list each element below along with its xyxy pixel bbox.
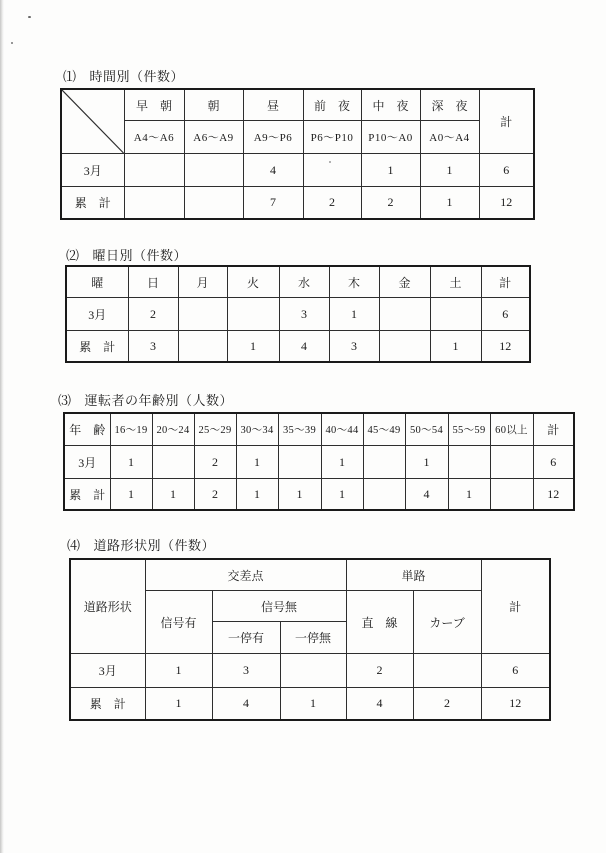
value-cell: 2 xyxy=(194,446,236,479)
value-cell: 7 xyxy=(243,187,303,220)
age-table xyxy=(63,412,575,511)
time-range-header: P10〜A0 xyxy=(361,121,420,154)
value-cell xyxy=(363,446,405,479)
caption-title: 運転者の年齢別（人数） xyxy=(84,393,234,408)
total-cell: 12 xyxy=(481,688,550,721)
value-cell: 3 xyxy=(212,654,280,688)
row-label: 累 計 xyxy=(70,688,145,721)
total-cell: 6 xyxy=(533,446,574,479)
value-cell: 4 xyxy=(405,479,448,511)
col-header: 月 xyxy=(178,266,227,298)
total-cell: 6 xyxy=(479,154,534,187)
row-label: 累 計 xyxy=(64,479,110,511)
value-cell: 1 xyxy=(145,654,212,688)
col-header: 50〜54 xyxy=(405,413,448,446)
table-row xyxy=(64,446,574,479)
value-cell: 2 xyxy=(128,298,178,331)
col-header: 日 xyxy=(128,266,178,298)
stop-no-header: 一停無 xyxy=(280,622,346,654)
row-label: 3月 xyxy=(70,654,145,688)
value-cell: 4 xyxy=(279,331,329,363)
caption-number: ⑷ xyxy=(67,538,81,553)
value-cell xyxy=(363,479,405,511)
scan-speck xyxy=(28,16,31,18)
corner-header: 曜 xyxy=(66,266,128,298)
value-cell: 1 xyxy=(152,479,194,511)
value-cell: 1 xyxy=(448,479,490,511)
col-header: 中 夜 xyxy=(361,89,420,121)
value-cell: 2 xyxy=(194,479,236,511)
value-cell: 2 xyxy=(346,654,413,688)
col-header: 昼 xyxy=(243,89,303,121)
time-table-caption xyxy=(63,66,184,85)
single-road-group-header: 単路 xyxy=(346,559,481,591)
value-cell: 1 xyxy=(329,298,379,331)
age-table-caption xyxy=(58,390,233,409)
value-cell: 1 xyxy=(236,446,278,479)
time-range-header: A0〜A4 xyxy=(420,121,479,154)
row-label: 累 計 xyxy=(66,331,128,363)
intersection-group-header: 交差点 xyxy=(145,559,346,591)
time-table xyxy=(60,88,535,220)
row-label: 3月 xyxy=(61,154,124,187)
col-header: 金 xyxy=(379,266,430,298)
value-cell xyxy=(430,298,481,331)
value-cell xyxy=(152,446,194,479)
value-cell: 4 xyxy=(346,688,413,721)
row-label: 3月 xyxy=(64,446,110,479)
value-cell: 3 xyxy=(279,298,329,331)
table-header-row xyxy=(61,121,534,154)
table-row xyxy=(64,479,574,511)
scan-speck xyxy=(11,42,13,44)
value-cell: 1 xyxy=(110,479,152,511)
value-cell: 3 xyxy=(128,331,178,363)
value-cell xyxy=(124,154,184,187)
signal-yes-header: 信号有 xyxy=(145,591,212,654)
col-header: 55〜59 xyxy=(448,413,490,446)
table-header-row xyxy=(61,89,534,121)
diagonal-line xyxy=(62,90,124,153)
value-cell: 1 xyxy=(321,479,363,511)
value-cell: 1 xyxy=(278,479,321,511)
total-cell: 12 xyxy=(481,331,530,363)
total-col-header: 計 xyxy=(481,266,530,298)
value-cell xyxy=(379,298,430,331)
signal-no-header: 信号無 xyxy=(212,591,346,622)
value-cell: 1 xyxy=(361,154,420,187)
value-cell xyxy=(490,479,533,511)
total-cell: 6 xyxy=(481,298,530,331)
road-table-caption xyxy=(67,535,215,554)
time-range-header: A6〜A9 xyxy=(184,121,243,154)
value-cell: 1 xyxy=(405,446,448,479)
table-row xyxy=(66,298,530,331)
value-cell xyxy=(227,298,279,331)
stop-yes-header: 一停有 xyxy=(212,622,280,654)
time-range-header: A9〜P6 xyxy=(243,121,303,154)
value-cell xyxy=(184,154,243,187)
caption-title: 曜日別（件数） xyxy=(92,248,188,263)
table-row xyxy=(66,331,530,363)
col-header: 火 xyxy=(227,266,279,298)
col-header: 早 朝 xyxy=(124,89,184,121)
value-cell: 2 xyxy=(413,688,481,721)
value-cell xyxy=(490,446,533,479)
table-header-row xyxy=(64,413,574,446)
time-range-header: P6〜P10 xyxy=(303,121,361,154)
value-cell xyxy=(184,187,243,220)
caption-title: 時間別（件数） xyxy=(89,69,185,84)
value-cell: 1 xyxy=(145,688,212,721)
caption-title: 道路形状別（件数） xyxy=(93,538,216,553)
weekday-table xyxy=(65,265,531,363)
table-row xyxy=(70,688,550,721)
value-cell xyxy=(303,154,361,187)
value-cell xyxy=(178,331,227,363)
value-cell xyxy=(178,298,227,331)
caption-number: ⑵ xyxy=(66,248,80,263)
weekday-table-caption xyxy=(66,245,187,264)
caption-number: ⑴ xyxy=(63,69,77,84)
value-cell: 1 xyxy=(227,331,279,363)
total-cell: 12 xyxy=(533,479,574,511)
col-header: 40〜44 xyxy=(321,413,363,446)
row-label: 累 計 xyxy=(61,187,124,220)
value-cell: 4 xyxy=(212,688,280,721)
value-cell xyxy=(379,331,430,363)
caption-number: ⑶ xyxy=(58,393,72,408)
road-table xyxy=(69,558,551,721)
value-cell: 2 xyxy=(361,187,420,220)
time-range-header: A4〜A6 xyxy=(124,121,184,154)
value-cell: 1 xyxy=(420,187,479,220)
table-row xyxy=(61,154,534,187)
value-cell: 2 xyxy=(303,187,361,220)
value-cell xyxy=(413,654,481,688)
col-header: 60以上 xyxy=(490,413,533,446)
total-col-header: 計 xyxy=(533,413,574,446)
col-header: 水 xyxy=(279,266,329,298)
value-cell: 1 xyxy=(420,154,479,187)
total-cell: 12 xyxy=(479,187,534,220)
col-header: 前 夜 xyxy=(303,89,361,121)
col-header: 16〜19 xyxy=(110,413,152,446)
col-header: 25〜29 xyxy=(194,413,236,446)
value-cell: 3 xyxy=(329,331,379,363)
total-col-header: 計 xyxy=(481,559,550,654)
row-label: 3月 xyxy=(66,298,128,331)
col-header: 20〜24 xyxy=(152,413,194,446)
value-cell: 1 xyxy=(321,446,363,479)
table-header-row xyxy=(66,266,530,298)
curve-header: カーブ xyxy=(413,591,481,654)
total-cell: 6 xyxy=(481,654,550,688)
total-col-header: 計 xyxy=(479,89,534,154)
col-header: 朝 xyxy=(184,89,243,121)
value-cell: 1 xyxy=(430,331,481,363)
value-cell: 1 xyxy=(110,446,152,479)
value-cell xyxy=(448,446,490,479)
value-cell xyxy=(280,654,346,688)
col-header: 30〜34 xyxy=(236,413,278,446)
corner-header: 年 齢 xyxy=(64,413,110,446)
diagonal-corner-cell xyxy=(61,89,124,154)
value-cell xyxy=(124,187,184,220)
col-header: 35〜39 xyxy=(278,413,321,446)
table-header-row xyxy=(70,559,550,591)
col-header: 土 xyxy=(430,266,481,298)
table-row xyxy=(61,187,534,220)
value-cell xyxy=(278,446,321,479)
col-header: 45〜49 xyxy=(363,413,405,446)
value-cell: 4 xyxy=(243,154,303,187)
scan-edge-artifact xyxy=(0,0,4,853)
straight-header: 直 線 xyxy=(346,591,413,654)
table-row xyxy=(70,654,550,688)
col-header: 木 xyxy=(329,266,379,298)
value-cell: 1 xyxy=(280,688,346,721)
value-cell: 1 xyxy=(236,479,278,511)
corner-header: 道路形状 xyxy=(70,559,145,654)
col-header: 深 夜 xyxy=(420,89,479,121)
